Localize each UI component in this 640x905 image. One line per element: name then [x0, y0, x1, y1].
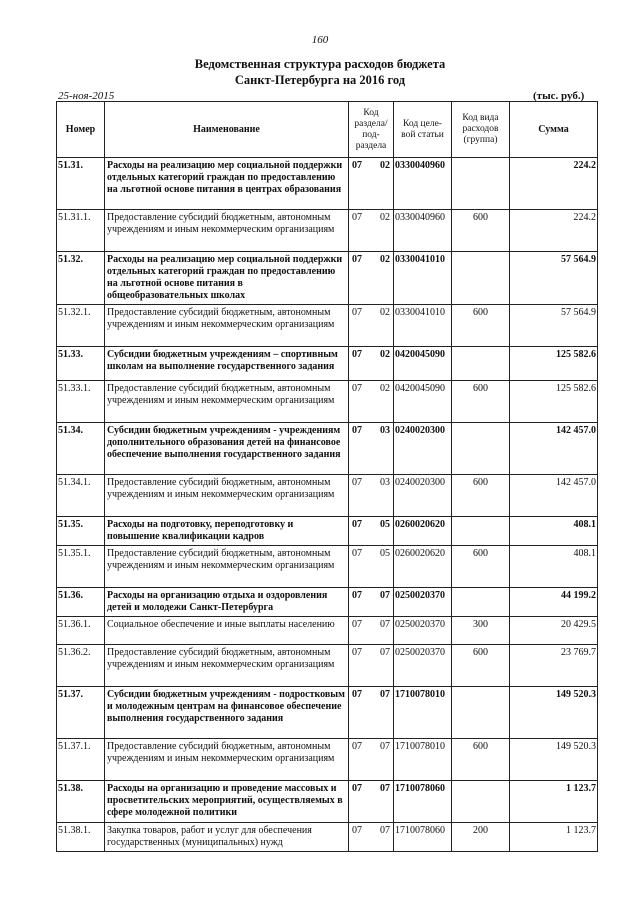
row-name: Расходы на подготовку, переподготовку и повышение квалификации кадров: [105, 517, 349, 546]
row-section-code: [349, 252, 394, 305]
row-section-code: [349, 617, 394, 645]
column-header-number: Номер: [57, 102, 105, 158]
row-target-code: 0250020370: [394, 645, 452, 687]
row-number: 51.32.1.: [57, 305, 105, 347]
row-name: Субсидии бюджетным учреждениям - подростковым и молодежным центрам на финансовое обеспечение выполнения государственного задания: [105, 687, 349, 739]
row-section-code: [349, 158, 394, 210]
row-number: 51.36.: [57, 588, 105, 617]
subsection-code: 02: [380, 160, 390, 171]
page-number: 160: [311, 34, 329, 46]
table-row: [57, 423, 598, 475]
row-sum: 23 769.7: [510, 645, 598, 687]
table-row: [57, 823, 598, 852]
row-expense-type: 600: [452, 546, 510, 588]
section-code: 07: [352, 689, 362, 700]
table-row: [57, 687, 598, 739]
row-number: 51.33.: [57, 347, 105, 381]
table-row: [57, 381, 598, 423]
subsection-code: 05: [380, 519, 390, 530]
subsection-code: 07: [380, 590, 390, 601]
title-line-2: Санкт-Петербурга на 2016 год: [234, 73, 406, 87]
row-target-code: 0330040960: [394, 210, 452, 252]
row-target-code: 1710078060: [394, 823, 452, 852]
row-number: 51.31.1.: [57, 210, 105, 252]
table-row: [57, 781, 598, 823]
row-target-code: 0260020620: [394, 546, 452, 588]
subsection-code: 07: [380, 783, 390, 794]
section-code: 07: [352, 619, 362, 630]
row-section-code: [349, 645, 394, 687]
subsection-code: 07: [380, 689, 390, 700]
row-number: 51.35.: [57, 517, 105, 546]
table-row: [57, 546, 598, 588]
section-code: 07: [352, 425, 362, 436]
row-target-code: 1710078010: [394, 687, 452, 739]
row-section-code: [349, 588, 394, 617]
row-sum: 142 457.0: [510, 423, 598, 475]
section-code: 07: [352, 254, 362, 265]
document-title: [0, 56, 640, 88]
table-row: [57, 645, 598, 687]
row-target-code: 0420045090: [394, 347, 452, 381]
row-expense-type: [452, 423, 510, 475]
section-code: 07: [352, 160, 362, 171]
subsection-code: 02: [380, 254, 390, 265]
row-section-code: [349, 546, 394, 588]
table-row: [57, 739, 598, 781]
subsection-code: 02: [380, 349, 390, 360]
row-sum: 57 564.9: [510, 252, 598, 305]
row-sum: 125 582.6: [510, 381, 598, 423]
row-section-code: [349, 739, 394, 781]
row-target-code: 0240020300: [394, 475, 452, 517]
row-target-code: 0240020300: [394, 423, 452, 475]
table-body: [57, 158, 598, 852]
title-line-1: Ведомственная структура расходов бюджета: [194, 57, 446, 71]
row-target-code: 0330041010: [394, 305, 452, 347]
row-section-code: [349, 781, 394, 823]
row-sum: 408.1: [510, 517, 598, 546]
section-code: 07: [352, 307, 362, 318]
row-number: 51.38.: [57, 781, 105, 823]
row-name: Предоставление субсидий бюджетным, автономным учреждениям и иным некоммерческим организациям: [105, 546, 349, 588]
units-label: (тыс. руб.): [533, 90, 585, 102]
subsection-code: 07: [380, 619, 390, 630]
row-number: 51.38.1.: [57, 823, 105, 852]
table-row: [57, 517, 598, 546]
table-row: [57, 588, 598, 617]
row-name: Субсидии бюджетным учреждениям – спортивным школам на выполнение государственного задания: [105, 347, 349, 381]
row-expense-type: 300: [452, 617, 510, 645]
row-expense-type: 600: [452, 210, 510, 252]
section-code: 07: [352, 477, 362, 488]
table-row: [57, 475, 598, 517]
row-number: 51.37.1.: [57, 739, 105, 781]
row-sum: 125 582.6: [510, 347, 598, 381]
row-section-code: [349, 475, 394, 517]
budget-table: [56, 101, 598, 852]
row-expense-type: 600: [452, 739, 510, 781]
subsection-code: 07: [380, 647, 390, 658]
column-header-sum: Сумма: [510, 102, 598, 158]
row-expense-type: [452, 158, 510, 210]
table-row: [57, 347, 598, 381]
row-number: 51.32.: [57, 252, 105, 305]
section-code: 07: [352, 212, 362, 223]
column-header-expense-type: Код вида расходов (группа): [452, 102, 510, 158]
document-date: 25-ноя-2015: [58, 90, 115, 102]
row-sum: 149 520.3: [510, 687, 598, 739]
row-number: 51.34.1.: [57, 475, 105, 517]
subsection-code: 03: [380, 425, 390, 436]
row-section-code: [349, 823, 394, 852]
subsection-code: 02: [380, 212, 390, 223]
row-expense-type: 600: [452, 475, 510, 517]
row-target-code: 0260020620: [394, 517, 452, 546]
row-number: 51.36.1.: [57, 617, 105, 645]
row-section-code: [349, 687, 394, 739]
row-target-code: 1710078010: [394, 739, 452, 781]
row-section-code: [349, 210, 394, 252]
section-code: 07: [352, 519, 362, 530]
column-header-target: Код целе- вой статьи: [394, 102, 452, 158]
row-sum: 20 429.5: [510, 617, 598, 645]
row-target-code: 0250020370: [394, 588, 452, 617]
section-code: 07: [352, 783, 362, 794]
column-header-name: Наименование: [105, 102, 349, 158]
section-code: 07: [352, 647, 362, 658]
table-row: [57, 158, 598, 210]
row-name: Субсидии бюджетным учреждениям - учреждениям дополнительного образования детей на финансовое обеспечение выполнения государственного задания: [105, 423, 349, 475]
row-name: Предоставление субсидий бюджетным, автономным учреждениям и иным некоммерческим организациям: [105, 475, 349, 517]
row-number: 51.37.: [57, 687, 105, 739]
row-expense-type: [452, 588, 510, 617]
row-target-code: 0330041010: [394, 252, 452, 305]
row-sum: 408.1: [510, 546, 598, 588]
table-row: [57, 210, 598, 252]
row-section-code: [349, 517, 394, 546]
row-name: Предоставление субсидий бюджетным, автономным учреждениям и иным некоммерческим организациям: [105, 739, 349, 781]
subsection-code: 03: [380, 477, 390, 488]
section-code: 07: [352, 383, 362, 394]
row-sum: 44 199.2: [510, 588, 598, 617]
row-expense-type: [452, 347, 510, 381]
row-section-code: [349, 347, 394, 381]
subsection-code: 07: [380, 741, 390, 752]
row-sum: 224.2: [510, 158, 598, 210]
subsection-code: 07: [380, 825, 390, 836]
row-name: Предоставление субсидий бюджетным, автономным учреждениям и иным некоммерческим организациям: [105, 305, 349, 347]
row-name: Предоставление субсидий бюджетным, автономным учреждениям и иным некоммерческим организациям: [105, 645, 349, 687]
section-code: 07: [352, 548, 362, 559]
row-number: 51.34.: [57, 423, 105, 475]
row-expense-type: [452, 781, 510, 823]
table-row: [57, 617, 598, 645]
row-number: 51.31.: [57, 158, 105, 210]
section-code: 07: [352, 741, 362, 752]
row-section-code: [349, 381, 394, 423]
row-name: Расходы на реализацию мер социальной поддержки отдельных категорий граждан по предоставлению на льготной основе питания в центрах образования: [105, 158, 349, 210]
table-row: [57, 252, 598, 305]
row-sum: 142 457.0: [510, 475, 598, 517]
column-header-section: Код раздела/ под- раздела: [349, 102, 394, 158]
row-expense-type: [452, 687, 510, 739]
row-sum: 149 520.3: [510, 739, 598, 781]
subsection-code: 02: [380, 383, 390, 394]
row-sum: 224.2: [510, 210, 598, 252]
row-target-code: 0250020370: [394, 617, 452, 645]
table-row: [57, 305, 598, 347]
row-number: 51.36.2.: [57, 645, 105, 687]
row-sum: 1 123.7: [510, 823, 598, 852]
row-sum: 57 564.9: [510, 305, 598, 347]
row-target-code: 0330040960: [394, 158, 452, 210]
subsection-code: 02: [380, 307, 390, 318]
section-code: 07: [352, 590, 362, 601]
row-expense-type: 600: [452, 645, 510, 687]
row-name: Расходы на реализацию мер социальной поддержки отдельных категорий граждан по предоставлению на льготной основе питания в общеобразовательных школах: [105, 252, 349, 305]
row-expense-type: [452, 252, 510, 305]
row-name: Закупка товаров, работ и услуг для обеспечения государственных (муниципальных) нужд: [105, 823, 349, 852]
row-section-code: [349, 423, 394, 475]
table-header-row: [57, 102, 598, 158]
row-expense-type: 600: [452, 305, 510, 347]
row-name: Расходы на организацию и проведение массовых и просветительских мероприятий, осуществляемых в сфере молодежной политики: [105, 781, 349, 823]
row-name: Расходы на организацию отдыха и оздоровления детей и молодежи Санкт-Петербурга: [105, 588, 349, 617]
subsection-code: 05: [380, 548, 390, 559]
section-code: 07: [352, 825, 362, 836]
row-number: 51.33.1.: [57, 381, 105, 423]
row-name: Социальное обеспечение и иные выплаты населению: [105, 617, 349, 645]
row-target-code: 1710078060: [394, 781, 452, 823]
row-expense-type: 200: [452, 823, 510, 852]
row-sum: 1 123.7: [510, 781, 598, 823]
row-name: Предоставление субсидий бюджетным, автономным учреждениям и иным некоммерческим организациям: [105, 210, 349, 252]
row-name: Предоставление субсидий бюджетным, автономным учреждениям и иным некоммерческим организациям: [105, 381, 349, 423]
row-expense-type: [452, 517, 510, 546]
row-section-code: [349, 305, 394, 347]
row-expense-type: 600: [452, 381, 510, 423]
row-target-code: 0420045090: [394, 381, 452, 423]
row-number: 51.35.1.: [57, 546, 105, 588]
section-code: 07: [352, 349, 362, 360]
